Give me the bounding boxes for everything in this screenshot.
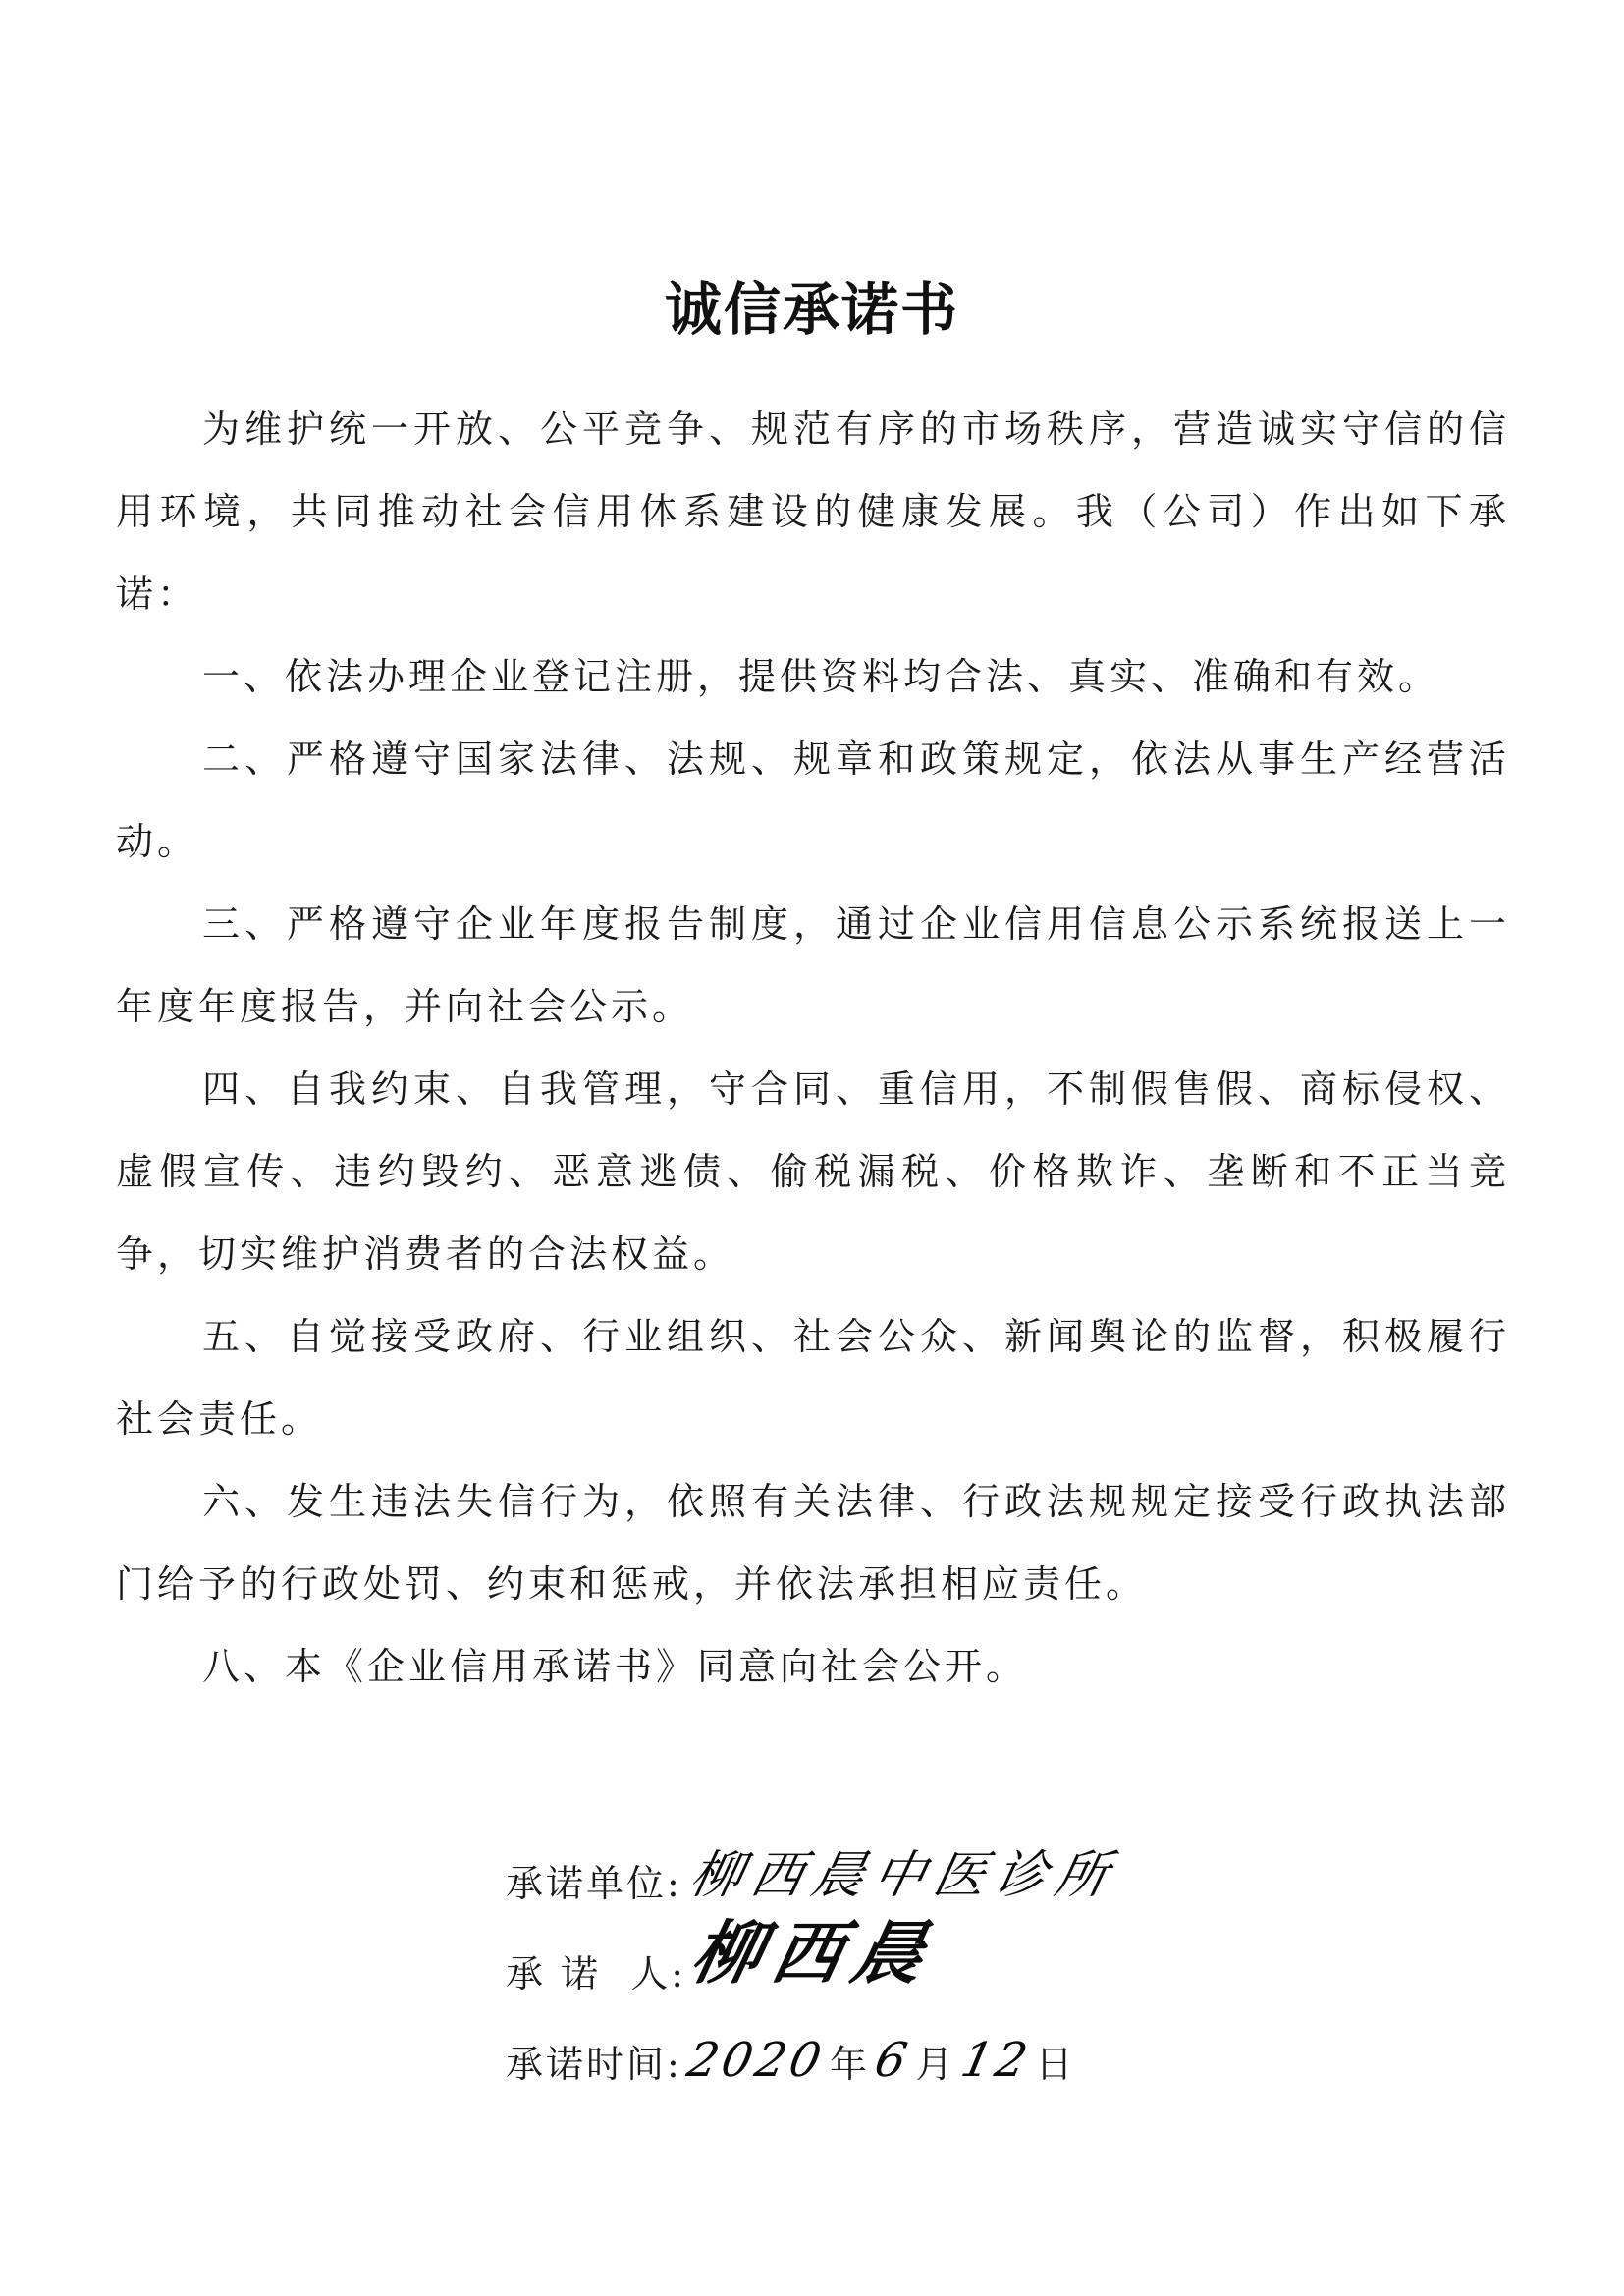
handwritten-day: 12 [955, 2033, 1036, 2088]
handwritten-month: 6 [870, 2033, 916, 2088]
signature-block [506, 1817, 1389, 2088]
signature-date-row [506, 1997, 1389, 2088]
paragraph-item-6: 六、发生违法失信行为，依照有关法律、行政法规规定接受行政执法部门给予的行政处罚、约束和惩戒，并依法承担相应责任。 [116, 1480, 1510, 1606]
unit-label: 承诺单位: [506, 1862, 682, 1905]
paragraph-item-3: 三、严格遵守企业年度报告制度，通过企业信用信息公示系统报送上一年度年度报告，并向社会公示。 [116, 902, 1510, 1028]
day-unit: 日 [1035, 2043, 1076, 2086]
signature-person-row [506, 1907, 1389, 1997]
paragraph-item-1: 一、依法办理企业登记注册，提供资料均合法、真实、准确和有效。 [202, 655, 1440, 698]
handwritten-unit-name: 柳西晨中医诊所 [684, 1846, 1124, 1905]
document-title: 诚信承诺书 [664, 276, 959, 343]
signature-unit-row [506, 1817, 1389, 1907]
handwritten-year: 2020 [681, 2033, 830, 2088]
date-label: 承诺时间: [506, 2043, 682, 2086]
document-body [116, 388, 1510, 1708]
handwritten-signature: 柳西晨 [684, 1912, 944, 1994]
paragraph-item-8: 八、本《企业信用承诺书》同意向社会公开。 [202, 1645, 1028, 1688]
paragraph-item-2: 二、严格遵守国家法律、法规、规章和政策规定，依法从事生产经营活动。 [116, 738, 1510, 863]
month-unit: 月 [915, 2043, 956, 2086]
paragraph-item-4: 四、自我约束、自我管理，守合同、重信用，不制假售假、商标侵权、虚假宣传、违约毁约、恶意逃债、偷税漏税、价格欺诈、垄断和不正当竞争，切实维护消费者的合法权益。 [116, 1067, 1510, 1276]
paragraph-item-5: 五、自觉接受政府、行业组织、社会公众、新闻舆论的监督，积极履行社会责任。 [116, 1315, 1510, 1441]
year-unit: 年 [829, 2043, 870, 2086]
paragraph-intro: 为维护统一开放、公平竞争、规范有序的市场秩序，营造诚实守信的信用环境，共同推动社会信用体系建设的健康发展。我（公司）作出如下承诺： [116, 408, 1510, 616]
person-label: 承 诺 人: [506, 1952, 687, 1995]
